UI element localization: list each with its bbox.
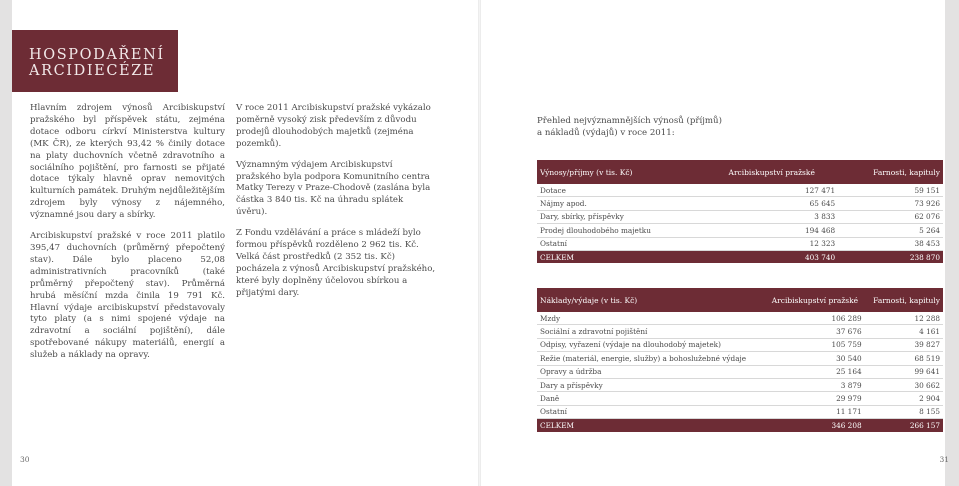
cell-value: 12 323 xyxy=(705,237,838,250)
cell-value: 25 164 xyxy=(765,365,864,378)
column-header: Arcibiskupství pražské xyxy=(765,288,864,312)
row-label: Ostatní xyxy=(537,405,765,418)
cell-value: 106 289 xyxy=(765,312,864,325)
cell-value: 59 151 xyxy=(838,184,943,197)
cell-value: 4 161 xyxy=(865,325,943,338)
table-header-row xyxy=(537,288,943,312)
right-margin-bar xyxy=(945,0,959,486)
column-header: Farnosti, kapituly xyxy=(838,160,943,184)
total-value: 266 157 xyxy=(865,419,943,432)
tables-intro xyxy=(537,115,747,139)
table-row xyxy=(537,197,943,210)
table-row xyxy=(537,405,943,418)
row-label: Opravy a údržba xyxy=(537,365,765,378)
row-label: Nájmy apod. xyxy=(537,197,705,210)
page-gutter xyxy=(478,0,481,486)
column-header: Arcibiskupství pražské xyxy=(705,160,838,184)
row-label: Sociální a zdravotní pojištění xyxy=(537,325,765,338)
cell-value: 73 926 xyxy=(838,197,943,210)
cell-value: 99 641 xyxy=(865,365,943,378)
row-label: Dotace xyxy=(537,184,705,197)
total-row xyxy=(537,250,943,263)
total-value: 403 740 xyxy=(705,250,838,263)
paragraph: Z Fondu vzdělávání a práce s mládeží bylo formou příspěvků rozděleno 2 962 tis. Kč. Velká část prostředků (2 352 tis. Kč) pocházela z výnosů Arcibiskupství pražského, které byly doplněny účelovou sbírkou a přijatými dary. xyxy=(236,228,436,298)
table-row xyxy=(537,365,943,378)
cell-value: 37 676 xyxy=(765,325,864,338)
row-label: Daně xyxy=(537,392,765,405)
table-row xyxy=(537,352,943,365)
table-row xyxy=(537,378,943,391)
revenue-table xyxy=(537,160,943,263)
cell-value: 30 540 xyxy=(765,352,864,365)
column-header: Náklady/výdaje (v tis. Kč) xyxy=(537,288,765,312)
cell-value: 3 833 xyxy=(705,210,838,223)
cell-value: 8 155 xyxy=(865,405,943,418)
total-value: 346 208 xyxy=(765,419,864,432)
cell-value: 65 645 xyxy=(705,197,838,210)
page-number-left: 30 xyxy=(20,455,30,464)
table-header-row xyxy=(537,160,943,184)
cell-value: 2 904 xyxy=(865,392,943,405)
total-row xyxy=(537,419,943,432)
cell-value: 105 759 xyxy=(765,338,864,351)
left-margin-bar xyxy=(0,0,12,486)
row-label: Ostatní xyxy=(537,237,705,250)
row-label: Mzdy xyxy=(537,312,765,325)
table-row xyxy=(537,392,943,405)
costs-table xyxy=(537,288,943,432)
intro-line-2: a nákladů (výdajů) v roce 2011: xyxy=(537,128,675,138)
intro-line-1: Přehled nejvýznamnějších výnosů (příjmů) xyxy=(537,116,722,126)
cell-value: 39 827 xyxy=(865,338,943,351)
title-line-2: ARCIDIECÉZE xyxy=(29,63,156,79)
cell-value: 30 662 xyxy=(865,378,943,391)
table-row xyxy=(537,325,943,338)
column-header: Farnosti, kapituly xyxy=(865,288,943,312)
row-label: Režie (materiál, energie, služby) a bohoslužebné výdaje xyxy=(537,352,765,365)
paragraph: V roce 2011 Arcibiskupství pražské vykázalo poměrně vysoký zisk především z důvodu prodejů dlouhodobých majetků (zejména pozemků). xyxy=(236,103,431,149)
cell-value: 127 471 xyxy=(705,184,838,197)
cell-value: 29 979 xyxy=(765,392,864,405)
cell-value: 3 879 xyxy=(765,378,864,391)
row-label: Odpisy, vyřazení (výdaje na dlouhodobý majetek) xyxy=(537,338,765,351)
column-header: Výnosy/příjmy (v tis. Kč) xyxy=(537,160,705,184)
table-row xyxy=(537,312,943,325)
cell-value: 12 288 xyxy=(865,312,943,325)
title-line-1: HOSPODAŘENÍ xyxy=(29,47,165,63)
row-label: Dary a příspěvky xyxy=(537,378,765,391)
table-row xyxy=(537,224,943,237)
middle-text-column xyxy=(236,103,436,309)
section-title xyxy=(12,30,178,92)
page-number-right: 31 xyxy=(939,455,949,464)
paragraph: Arcibiskupství pražské v roce 2011 platilo 395,47 duchovních (průměrný přepočtený stav). Dále bylo placeno 52,08 administrativních pracovníků (také průměrný přepočtený stav). Průměrná hrubá měsíční mzda činila 19 791 Kč. Hlavní výdaje arcibiskupství představovaly tyto platy (a s nimi spojené výdaje na zdravotní a sociální pojištění), dále spotřebované nákupy materiálů, energií a služeb a náklady na opravy. xyxy=(30,231,225,361)
table-row xyxy=(537,184,943,197)
cell-value: 38 453 xyxy=(838,237,943,250)
table-row xyxy=(537,338,943,351)
cell-value: 68 519 xyxy=(865,352,943,365)
table-row xyxy=(537,210,943,223)
paragraph: Hlavním zdrojem výnosů Arcibiskupství pražského byl příspěvek státu, zejména dotace odboru církví Ministerstva kultury (MK ČR), ze kterých 93,42 % činily dotace na platy duchovních včetně zdravotního a sociálního pojištění, pro farnosti se přijaté dotace týkaly hlavně oprav nemovitých kulturních památek. Druhým nejdůležitějším zdrojem byly výnosy z nájemného, významné jsou dary a sbírky. xyxy=(30,103,225,221)
left-text-column xyxy=(30,103,225,371)
cell-value: 5 264 xyxy=(838,224,943,237)
total-label: CELKEM xyxy=(537,419,765,432)
paragraph: Významným výdajem Arcibiskupství pražského byla podpora Komunitního centra Matky Terezy v Praze-Chodově (zaslána byla částka 3 840 tis. Kč na úhradu splátek úvěru). xyxy=(236,159,431,218)
total-label: CELKEM xyxy=(537,250,705,263)
row-label: Prodej dlouhodobého majetku xyxy=(537,224,705,237)
cell-value: 11 171 xyxy=(765,405,864,418)
table-row xyxy=(537,237,943,250)
cell-value: 194 468 xyxy=(705,224,838,237)
total-value: 238 870 xyxy=(838,250,943,263)
cell-value: 62 076 xyxy=(838,210,943,223)
row-label: Dary, sbírky, příspěvky xyxy=(537,210,705,223)
